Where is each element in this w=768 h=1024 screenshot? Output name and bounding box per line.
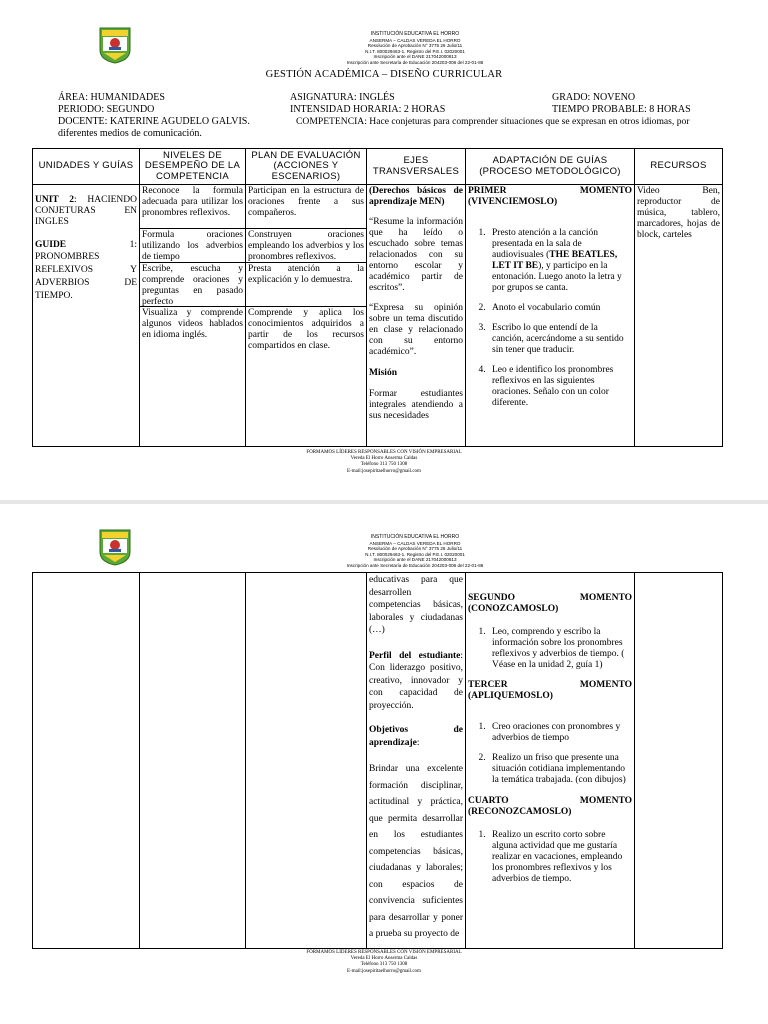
institution-resolution: Resolución de Aprobación N° 3775 26 Julio/11 xyxy=(367,546,463,552)
mision-label: Misión xyxy=(369,368,397,378)
momento-3-subheading: (APLIQUEMOSLO) xyxy=(468,691,553,701)
momento-1-heading: PRIMER MOMENTO xyxy=(468,186,632,196)
institution-dane: Inscripción ante el DANE 217042000813 xyxy=(373,557,457,563)
institution-resolution: Resolución de Aprobación N° 3775 26 Julio/11 xyxy=(367,43,463,49)
table-row xyxy=(33,573,723,949)
footer-email: E-mail:josepiritaelhorro@gmail.com xyxy=(347,968,421,974)
unit-cell xyxy=(33,185,140,447)
institution-location: ANSERMA – CALDAS VEREDA EL HORRO xyxy=(369,37,461,43)
plan-cell xyxy=(246,185,367,447)
nivel-item: Formula oraciones utilizando los adverbios de tiempo xyxy=(142,230,243,262)
ejes-cell xyxy=(367,185,466,447)
plan-cell-empty xyxy=(246,573,367,949)
institution-dane: Inscripción ante el DANE 217042000813 xyxy=(373,54,457,60)
momento-4-subheading: (RECONOZCAMOSLO) xyxy=(468,807,572,817)
mision-text: Formar estudiantes integrales atendiendo a sus necesidades xyxy=(369,389,463,421)
adaptacion-cell xyxy=(466,185,635,447)
momento-1-list xyxy=(468,228,632,409)
tiempo-label: TIEMPO PROBABLE: 8 HORAS xyxy=(552,104,691,115)
list-item: 2. Anoto el vocabulario común xyxy=(488,303,632,314)
school-crest-logo xyxy=(98,528,132,566)
institution-nit: N.I.T. 800029463-1. Registro del P.E.I. 02020001 xyxy=(365,551,465,557)
plan-item: Construyen oraciones empleando los adverbios y los pronombres reflexivos. xyxy=(248,230,364,262)
institution-location: ANSERMA – CALDAS VEREDA EL HORRO xyxy=(369,540,461,546)
institution-header xyxy=(300,32,530,66)
niveles-cell xyxy=(140,185,246,447)
list-item: 1. Realizo un escrito corto sobre alguna actividad que me gustaría realizar en vacaciones, empleando los pronombres reflexivos y los adverbios de tiempo. xyxy=(488,830,632,885)
curriculum-table xyxy=(32,148,723,447)
unit-title: UNIT 2: HACIENDO CONJETURAS EN INGLES xyxy=(35,195,137,227)
institution-name: INSTITUCIÓN EDUCATIVA EL HORRO xyxy=(370,31,460,37)
institution-secretaria: Inscripción ante Secretaría de Educación 204203-006 del 22-01-86 xyxy=(346,562,484,568)
dba-label: (Derechos básicos de aprendizaje MEN) xyxy=(369,186,463,207)
dba-quote-1: “Resume la información que ha leído o escuchado sobre temas relacionados con su entorno escolar y académico partir de escritos”. xyxy=(369,217,463,293)
page-2 xyxy=(0,504,768,1024)
list-item: 3. Escribo lo que entendí de la canción, acercándome a su sentido sin tener que traducir. xyxy=(488,323,632,356)
plan-item: Comprende y aplica los conocimientos adquiridos a partir de los recursos compartidos en clase. xyxy=(248,308,364,351)
page-1 xyxy=(0,0,768,500)
recursos-cell: Video Ben, reproductor de música, tablero, marcadores, hojas de block, carteles xyxy=(635,185,723,447)
footer-telefono: Teléfono 313 750 1308 xyxy=(360,962,408,968)
guide-label: GUIDE xyxy=(35,240,67,250)
nivel-item: Escribe, escucha y comprende oraciones y preguntas en pasado perfecto xyxy=(142,264,243,307)
header-niveles: NIVELES DE DESEMPEÑO DE LA COMPETENCIA xyxy=(140,149,246,185)
footer-page-1 xyxy=(0,450,768,475)
footer-slogan: FORMAMOS LÍDERES RESPONSABLES CON VISIÓN EMPRESARIAL xyxy=(306,450,462,455)
momento-2-list xyxy=(468,627,632,671)
footer-page-2 xyxy=(0,950,768,975)
document-title: GESTIÓN ACADÉMICA – DISEÑO CURRICULAR xyxy=(265,69,503,80)
momento-3-heading: TERCER MOMENTO xyxy=(468,680,632,690)
header-ejes: EJES TRANSVERSALES xyxy=(367,149,466,185)
momento-1-subheading: (VIVENCIEMOSLO) xyxy=(468,197,558,207)
momento-4-heading: CUARTO MOMENTO xyxy=(468,796,632,806)
niveles-cell-empty xyxy=(140,573,246,949)
header-adaptacion: ADAPTACIÓN DE GUÍAS (PROCESO METODOLÓGICO) xyxy=(466,149,635,185)
unit-cell-empty xyxy=(33,573,140,949)
list-item: 4. Leo e identifico los pronombres reflexivos en las siguientes oraciones. Señalo con un color diferente. xyxy=(488,365,632,409)
footer-vereda: Vereda El Horro Anserma Caldas xyxy=(350,956,418,962)
institution-header xyxy=(300,535,530,569)
institution-name: INSTITUCIÓN EDUCATIVA EL HORRO xyxy=(370,534,460,540)
plan-item: Presta atención a la explicación y lo demuestra. xyxy=(246,263,366,307)
header-plan: PLAN DE EVALUACIÓN (ACCIONES Y ESCENARIOS) xyxy=(246,149,367,185)
momento-2-heading: SEGUNDO MOMENTO xyxy=(468,593,632,603)
dba-quote-2: “Expresa su opinión sobre un tema discutido en clase y relacionado con su entorno académico”. xyxy=(369,303,463,357)
table-header-row xyxy=(33,149,723,185)
momento-4-list xyxy=(468,830,632,885)
curriculum-table-continued xyxy=(32,572,723,949)
school-crest-logo xyxy=(98,26,132,64)
list-item: 1. Creo oraciones con pronombres y adverbios de tiempo xyxy=(488,722,632,744)
competencia-continuation: diferentes medios de comunicación. xyxy=(58,128,202,139)
competencia-label: COMPETENCIA: Hace conjeturas para comprender situaciones que se expresan en otros idiomas, por xyxy=(296,116,690,127)
plan-item: Participan en la estructura de oraciones frente a sus compañeros. xyxy=(246,185,366,229)
list-item: 1. Presto atención a la canción presentada en la sala de audiovisuales (THE BEATLES, LET IT BE), y participo en la entonación. Luego anoto la letra y por grupos se canta. xyxy=(488,228,632,294)
guide-topic: PRONOMBRES REFLEXIVOS Y ADVERBIOS DE TIEMPO. xyxy=(35,252,137,301)
footer-vereda: Vereda El Horro Anserma Caldas xyxy=(350,456,418,462)
guide-number: 1: xyxy=(129,240,137,250)
footer-telefono: Teléfono 313 750 1308 xyxy=(360,462,408,468)
periodo-label: PERIODO: SEGUNDO xyxy=(58,104,155,115)
institution-nit: N.I.T. 800029463-1. Registro del P.E.I. 02020001 xyxy=(365,48,465,54)
objetivos-text: Brindar una excelente formación disciplinar, actitudinal y práctica, que permita desarrollar en los estudiantes competencias básicas, ciudadanas y laborales; con espacios de convivencia suficientes para desarrollar y poner a prueba su proyecto de xyxy=(369,764,463,939)
list-item: 2. Realizo un friso que presente una situación cotidiana implementando la temática trabajada. (con dibujos) xyxy=(488,753,632,786)
momento-2-subheading: (CONOZCAMOSLO) xyxy=(468,604,559,614)
guide-label-row xyxy=(35,240,137,251)
intensidad-label: INTENSIDAD HORARIA: 2 HORAS xyxy=(290,104,446,115)
momento-3-list xyxy=(468,722,632,786)
list-item: 1. Leo, comprendo y escribo la información sobre los pronombres reflexivos y adverbios de tiempo. ( Véase en la unidad 2, guía 1) xyxy=(488,627,632,671)
area-label: ÁREA: HUMANIDADES xyxy=(58,92,165,103)
ejes-cell xyxy=(367,573,466,949)
recursos-cell-empty xyxy=(635,573,723,949)
perfil-estudiante: Perfil del estudiante: Con liderazgo positivo, creativo, innovador y con capacidad de proyección. xyxy=(369,650,463,711)
mision-text-continued: educativas para que desarrollen competencias básicas, laborales y ciudadanas (…) xyxy=(369,575,463,635)
adaptacion-cell xyxy=(466,573,635,949)
footer-slogan: FORMAMOS LÍDERES RESPONSABLES CON VISIÓN EMPRESARIAL xyxy=(306,950,462,955)
docente-label: DOCENTE: KATERINE AGUDELO GALVIS. xyxy=(58,116,250,127)
asignatura-label: ASIGNATURA: INGLÉS xyxy=(290,92,395,103)
footer-email: E-mail:josepiritaelhorro@gmail.com xyxy=(347,468,421,474)
header-unidades: UNIDADES Y GUÍAS xyxy=(33,149,140,185)
objetivos-label: Objetivos de aprendizaje: xyxy=(369,725,463,748)
nivel-item: Reconoce la formula adecuada para utilizar los pronombres reflexivos. xyxy=(140,185,245,229)
institution-secretaria: Inscripción ante Secretaría de Educación 204203-006 del 22-01-86 xyxy=(346,59,484,65)
grado-label: GRADO: NOVENO xyxy=(552,92,636,103)
header-recursos: RECURSOS xyxy=(635,149,723,185)
nivel-item: Visualiza y comprende algunos videos hablados en idioma inglés. xyxy=(142,308,243,340)
table-row xyxy=(33,185,723,447)
